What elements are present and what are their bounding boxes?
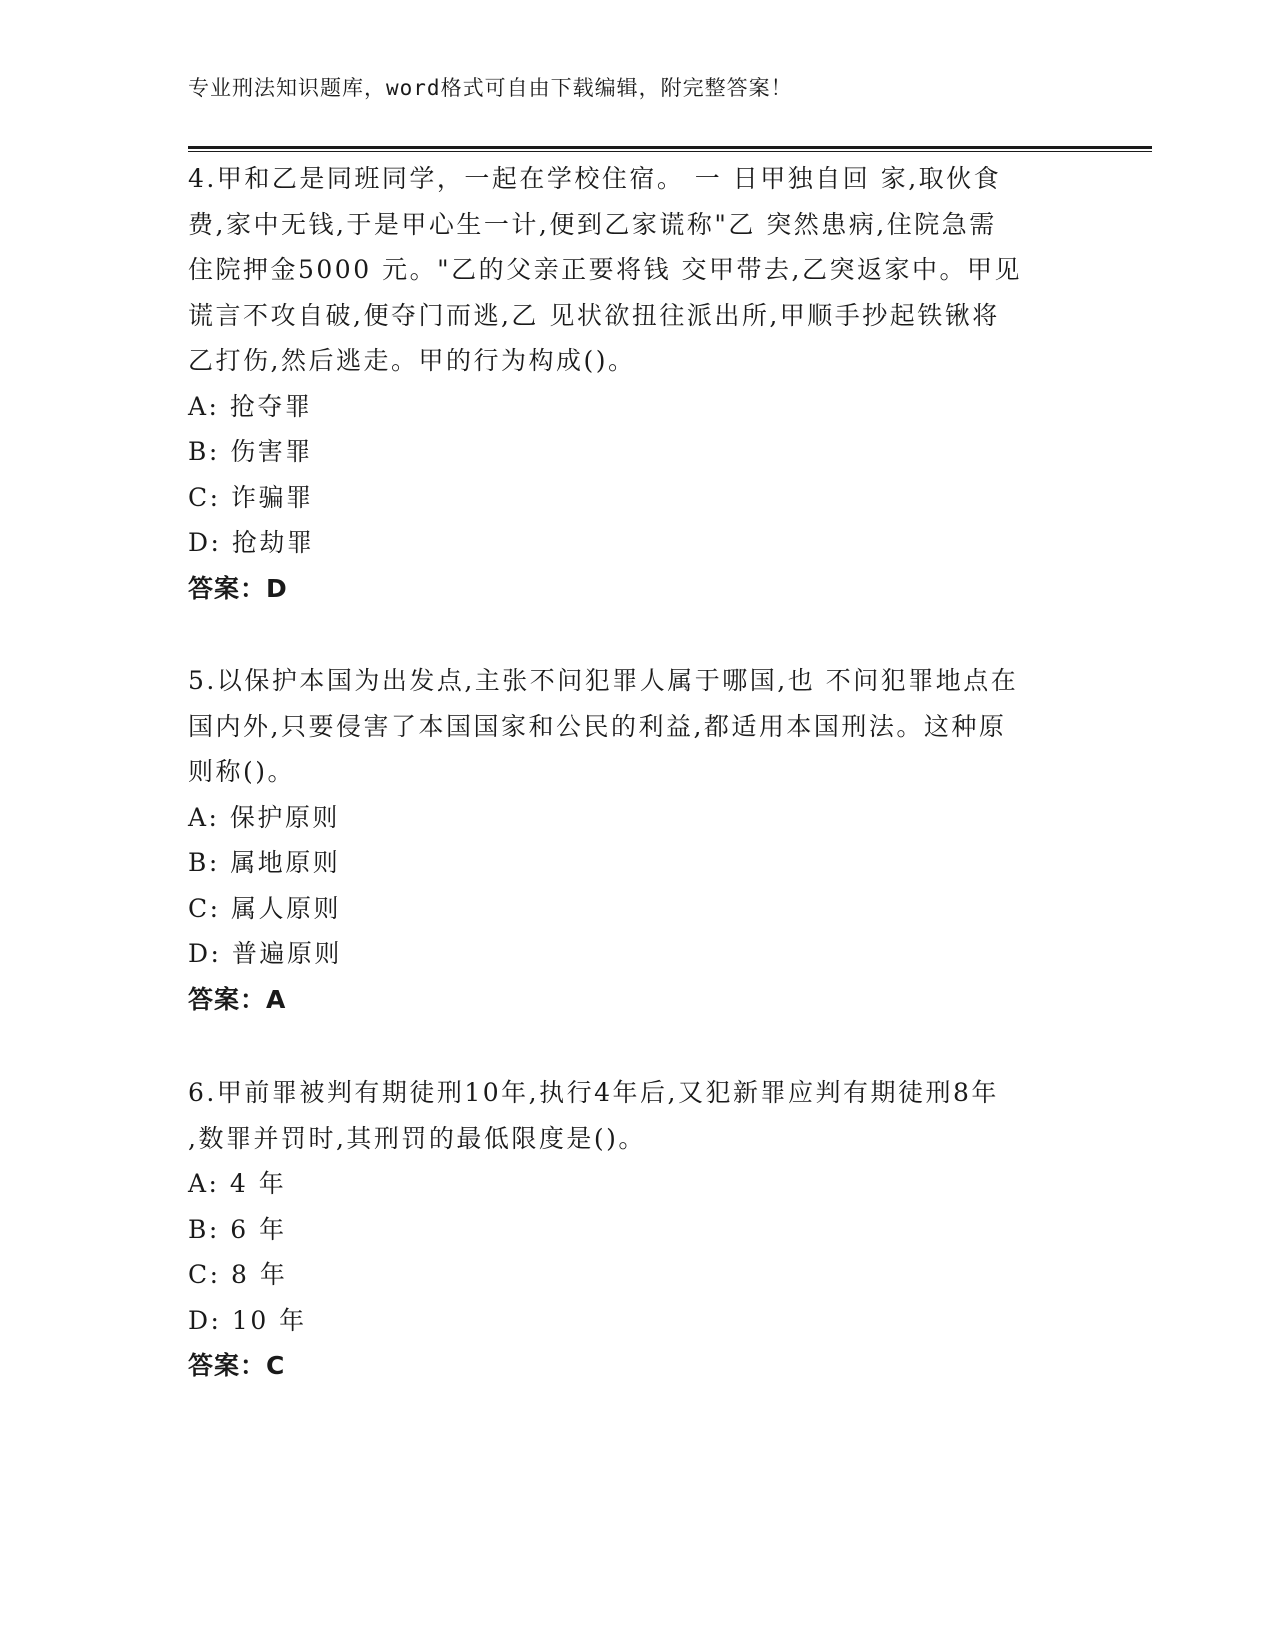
question-stem	[188, 156, 1088, 384]
option-c: C: 8 年	[188, 1260, 288, 1289]
option-a: A: 保护原则	[188, 802, 340, 832]
page-header-text: 专业刑法知识题库，word格式可自由下载编辑，附完整答案！	[188, 76, 793, 100]
option-d: D: 抢劫罪	[188, 528, 315, 557]
option-d: D: 10 年	[188, 1305, 307, 1335]
question-stem-line: 国内外,只要侵害了本国国家和公民的利益,都适用本国刑法。这种原	[188, 711, 1007, 741]
question-stem-line: 住院押金5000 元。"乙的父亲正要将钱 交甲带去,乙突返家中。甲见	[188, 255, 1022, 284]
answer: 答案：C	[188, 1351, 286, 1380]
option-a: A: 抢夺罪	[188, 391, 313, 421]
question-5	[188, 658, 1088, 1022]
question-4	[188, 156, 1088, 611]
question-stem-line: 谎言不攻自破,便夺门而逃,乙 见状欲扭往派出所,甲顺手抄起铁锹将	[188, 300, 1000, 330]
option-b: B: 属地原则	[188, 848, 341, 877]
option-c: C: 诈骗罪	[188, 482, 314, 512]
question-stem-line: 费,家中无钱,于是甲心生一计,便到乙家谎称"乙 突然患病,住院急需	[188, 209, 997, 239]
answer: 答案：D	[188, 573, 288, 603]
option-d: D: 普遍原则	[188, 939, 342, 968]
question-stem-line: ,数罪并罚时,其刑罚的最低限度是()。	[188, 1123, 646, 1153]
header-divider-thin	[188, 151, 1152, 152]
answer: 答案：A	[188, 984, 287, 1014]
option-b: B: 伤害罪	[188, 437, 313, 466]
question-6	[188, 1070, 1088, 1389]
option-b: B: 6 年	[188, 1214, 287, 1244]
question-stem-line: 则称()。	[188, 757, 296, 786]
question-stem-line: 6.甲前罪被判有期徒刑10年,执行4年后,又犯新罪应判有期徒刑8年	[188, 1078, 999, 1107]
option-c: C: 属人原则	[188, 893, 341, 923]
question-stem	[188, 1070, 1088, 1161]
header-divider	[188, 146, 1152, 153]
question-stem-line: 5.以保护本国为出发点,主张不问犯罪人属于哪国,也 不问犯罪地点在	[188, 666, 1019, 695]
question-stem	[188, 658, 1088, 795]
question-stem-line: 乙打伤,然后逃走。甲的行为构成()。	[188, 346, 636, 375]
header-divider-thick	[188, 146, 1152, 149]
option-a: A: 4 年	[188, 1169, 287, 1198]
question-stem-line: 4.甲和乙是同班同学，一起在学校住宿。 一 日甲独自回 家,取伙食	[188, 164, 1002, 193]
